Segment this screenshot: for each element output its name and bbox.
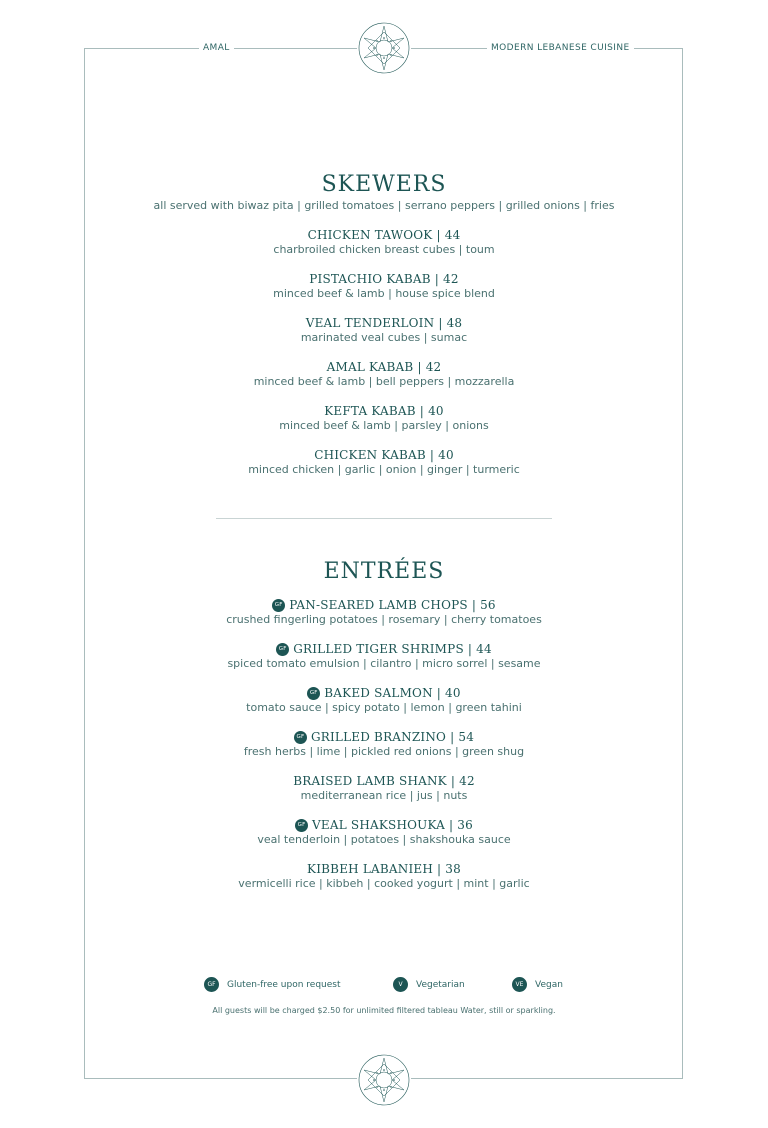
menu-item-name: BAKED SALMON | 40 [324,686,461,700]
menu-item [0,271,768,301]
menu-item-name: PISTACHIO KABAB | 42 [309,272,459,286]
menu-item-description: tomato sauce | spicy potato | lemon | green tahini [246,701,522,714]
legend-vegetarian [393,977,465,992]
section-divider [216,518,552,519]
menu-item-name: BRAISED LAMB SHANK | 42 [293,774,475,788]
menu-item-description: veal tenderloin | potatoes | shakshouka sauce [257,833,511,846]
compass-emblem-icon [357,1053,411,1107]
legend-vegan-label: Vegan [535,979,563,990]
water-charge-note: All guests will be charged $2.50 for unlimited filtered tableau Water, still or sparkling. [212,1006,556,1015]
menu-item-name: PAN-SEARED LAMB CHOPS | 56 [289,598,496,612]
menu-item [0,315,768,345]
menu-item-name: KIBBEH LABANIEH | 38 [307,862,461,876]
menu-item-description: minced beef & lamb | bell peppers | mozzarella [253,375,515,388]
brand-name: AMAL [199,43,234,53]
gf-badge-icon: GF [204,977,219,992]
menu-item-description: marinated veal cubes | sumac [300,331,468,344]
menu-item [0,773,768,803]
menu-item-name: GRILLED BRANZINO | 54 [310,730,475,744]
menu-item [0,359,768,389]
gf-badge-icon: GF [295,819,308,832]
menu-item-title-row [0,403,768,419]
menu-item-description: vermicelli rice | kibbeh | cooked yogurt | mint | garlic [238,877,530,890]
menu-item-name: CHICKEN KABAB | 40 [314,448,454,462]
menu-item-description: minced beef & lamb | parsley | onions [279,419,489,432]
menu-item-title-row [0,315,768,331]
brand-tagline: MODERN LEBANESE CUISINE [487,43,634,53]
menu-item [0,227,768,257]
legend-gf-label: Gluten-free upon request [227,979,341,990]
menu-item-description: spiced tomato emulsion | cilantro | micro sorrel | sesame [227,657,541,670]
menu-item-title-row [0,597,768,613]
legend-vegan [512,977,563,992]
menu-item-name: VEAL SHAKSHOUKA | 36 [312,818,473,832]
menu-item [0,403,768,433]
menu-item-title-row [0,817,768,833]
section-title-skewers: SKEWERS [321,172,447,197]
menu-item-title-row [0,861,768,877]
menu-item-title-row [0,685,768,701]
gf-badge-icon: GF [276,643,289,656]
section-title-entrees: ENTRÉES [323,559,445,584]
menu-item-title-row [0,729,768,745]
menu-item-title-row [0,227,768,243]
menu-item [0,817,768,847]
menu-item-description: mediterranean rice | jus | nuts [300,789,468,802]
legend-vegetarian-label: Vegetarian [416,979,465,990]
menu-item-title-row [0,447,768,463]
menu-item-name: GRILLED TIGER SHRIMPS | 44 [293,642,492,656]
menu-item-title-row [0,773,768,789]
menu-item-name: AMAL KABAB | 42 [326,360,442,374]
menu-item-description: minced beef & lamb | house spice blend [273,287,495,300]
menu-item-description: charbroiled chicken breast cubes | toum [273,243,495,256]
menu-item-title-row [0,359,768,375]
compass-emblem-icon [357,21,411,75]
menu-item-name: VEAL TENDERLOIN | 48 [305,316,463,330]
menu-item-description: fresh herbs | lime | pickled red onions | green shug [243,745,525,758]
skewers-note: all served with biwaz pita | grilled tomatoes | serrano peppers | grilled onions | fries [153,199,615,212]
menu-item [0,729,768,759]
menu-item [0,861,768,891]
menu-item [0,685,768,715]
menu-item [0,597,768,627]
menu-item-name: KEFTA KABAB | 40 [324,404,444,418]
legend-gf [204,977,341,992]
menu-item [0,447,768,477]
vegan-badge-icon: VE [512,977,527,992]
gf-badge-icon: GF [307,687,320,700]
menu-item-description: crushed fingerling potatoes | rosemary | cherry tomatoes [226,613,542,626]
menu-item-name: CHICKEN TAWOOK | 44 [307,228,461,242]
menu-item-title-row [0,271,768,287]
gf-badge-icon: GF [272,599,285,612]
gf-badge-icon: GF [294,731,307,744]
menu-item [0,641,768,671]
menu-item-description: minced chicken | garlic | onion | ginger | turmeric [248,463,520,476]
menu-item-title-row [0,641,768,657]
vegetarian-badge-icon: V [393,977,408,992]
